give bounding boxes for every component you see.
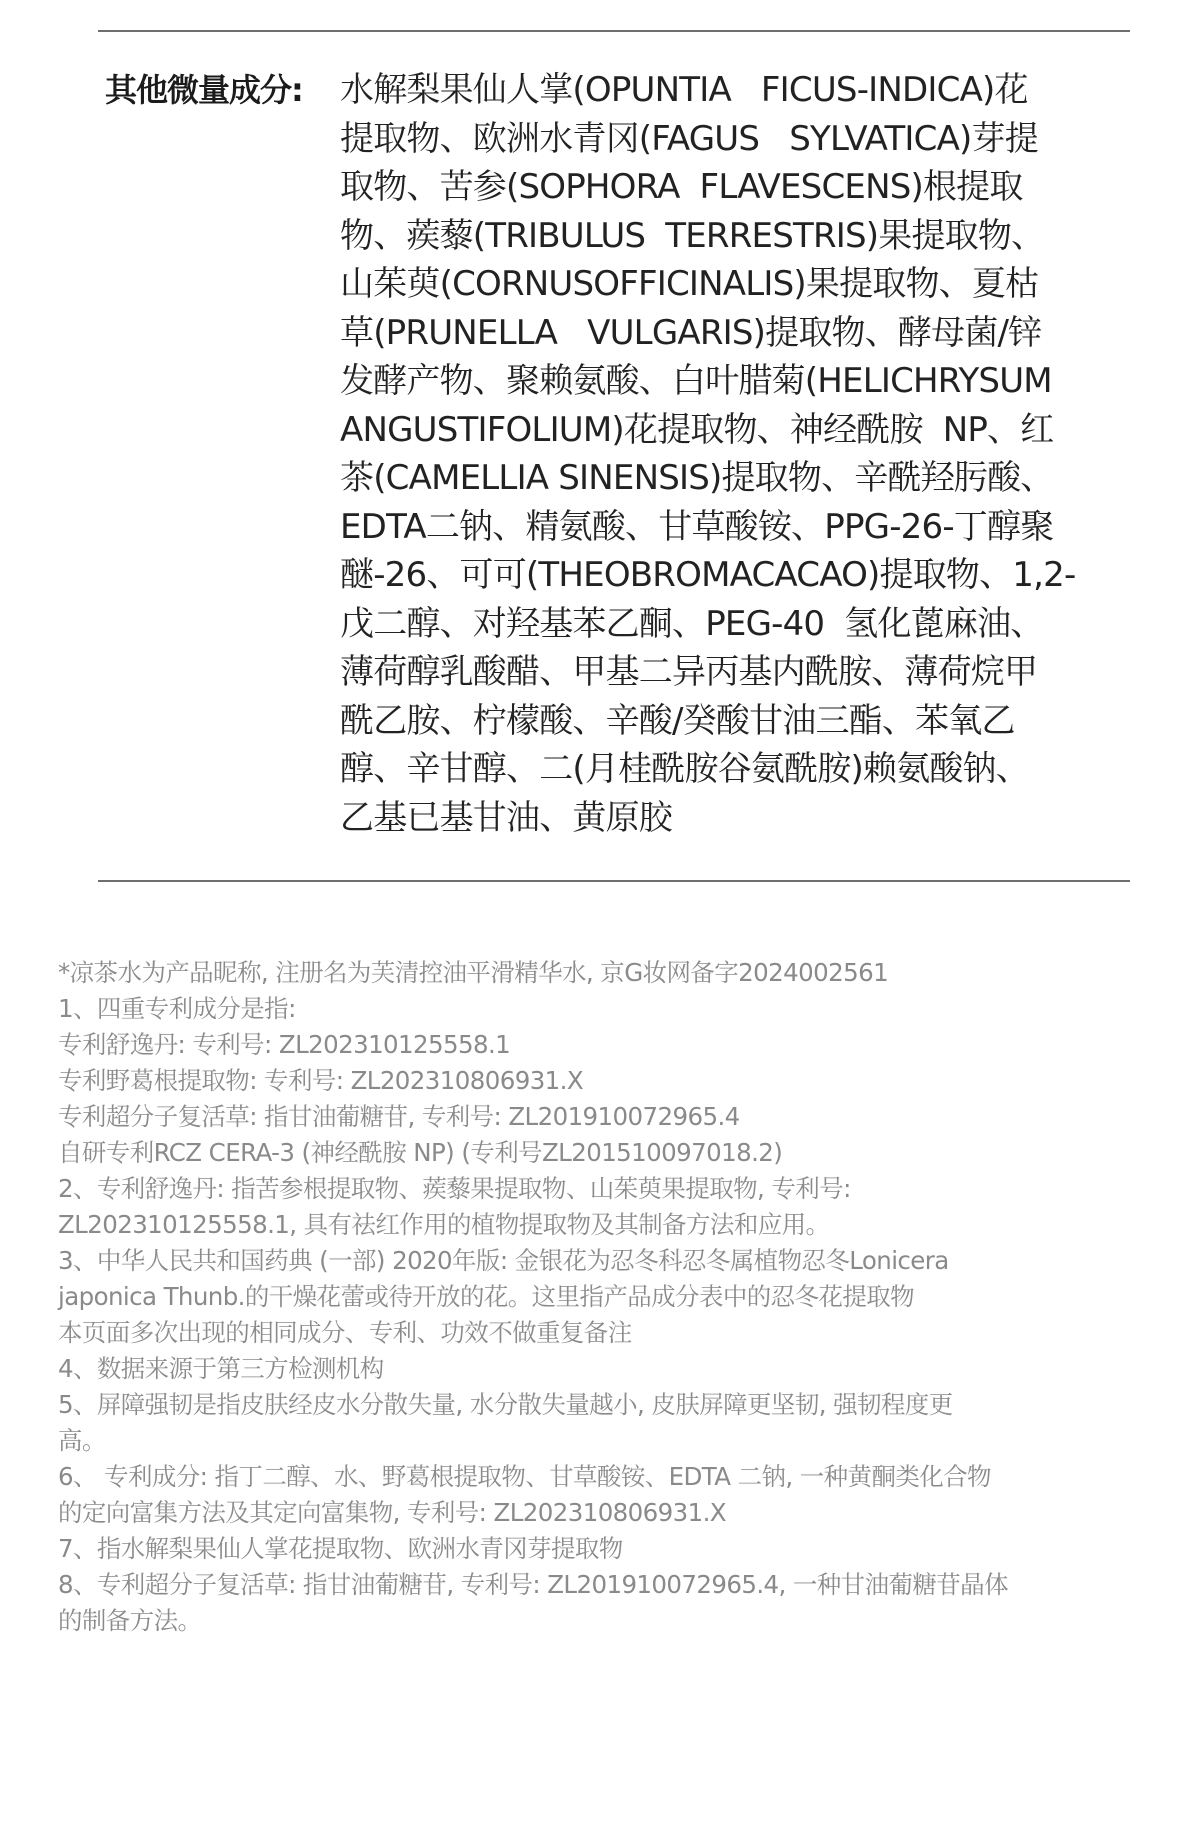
footnote-line: ZL202310125558.1, 具有祛红作用的植物提取物及其制备方法和应用。: [58, 1210, 830, 1239]
ingredient-line: 乙基已基甘油、黄原胶: [340, 797, 672, 838]
footnote-line: 专利超分子复活草: 指甘油葡糖苷, 专利号: ZL201910072965.4: [58, 1102, 740, 1131]
footnote-line: 专利舒逸丹: 专利号: ZL202310125558.1: [58, 1030, 511, 1059]
ingredient-line: 取物、苦参(SOPHORA FLAVESCENS)根提取: [340, 167, 1023, 207]
ingredient-line: 提取物、欧洲水青冈(FAGUS SYLVATICA)芽提: [340, 118, 1038, 159]
ingredient-line: 酰乙胺、柠檬酸、辛酸/癸酸甘油三酯、苯氧乙: [340, 700, 1015, 741]
ingredients-label: 其他微量成分:: [105, 71, 303, 109]
footnote-line: 4、数据来源于第三方检测机构: [58, 1354, 384, 1383]
footnote-line: *凉茶水为产品昵称, 注册名为芙清控油平滑精华水, 京G妆网备字2024002561: [58, 958, 889, 987]
footnote-line: 1、四重专利成分是指:: [58, 994, 296, 1023]
ingredient-line: 发酵产物、聚赖氨酸、白叶腊菊(HELICHRYSUM: [340, 361, 1052, 401]
ingredient-line: 醚-26、可可(THEOBROMACACAO)提取物、1,2-: [340, 555, 1076, 595]
ingredient-line: EDTA二钠、精氨酸、甘草酸铵、PPG-26-丁醇聚: [340, 506, 1054, 547]
ingredient-line: 山茱萸(CORNUSOFFICINALIS)果提取物、夏枯: [340, 264, 1039, 304]
footnote-line: 高。: [58, 1426, 106, 1455]
footnote-line: japonica Thunb.的干燥花蕾或待开放的花。这里指产品成分表中的忍冬花提取物: [58, 1282, 915, 1311]
footnote-line: 本页面多次出现的相同成分、专利、功效不做重复备注: [58, 1318, 632, 1347]
ingredient-line: 水解梨果仙人掌(OPUNTIA FICUS-INDICA)花: [340, 70, 1028, 110]
footnote-line: 的定向富集方法及其定向富集物, 专利号: ZL202310806931.X: [58, 1498, 726, 1527]
footnotes: [58, 955, 1158, 1639]
ingredient-line: 醇、辛甘醇、二(月桂酰胺谷氨酰胺)赖氨酸钠、: [340, 749, 1029, 789]
footnote-line: 3、中华人民共和国药典 (一部) 2020年版: 金银花为忍冬科忍冬属植物忍冬Lonicera: [58, 1246, 949, 1275]
ingredient-line: 茶(CAMELLIA SINENSIS)提取物、辛酰羟肟酸、: [340, 458, 1054, 498]
footnote-line: 8、专利超分子复活草: 指甘油葡糖苷, 专利号: ZL201910072965.4, 一种甘油葡糖苷晶体: [58, 1570, 1008, 1599]
footnote-line: 专利野葛根提取物: 专利号: ZL202310806931.X: [58, 1066, 584, 1095]
footnote-line: 6、 专利成分: 指丁二醇、水、野葛根提取物、甘草酸铵、EDTA 二钠, 一种黄酮类化合物: [58, 1462, 991, 1491]
footnote-line: 7、指水解梨果仙人掌花提取物、欧洲水青冈芽提取物: [58, 1534, 623, 1563]
footnote-line: 2、专利舒逸丹: 指苦参根提取物、蒺藜果提取物、山茱萸果提取物, 专利号:: [58, 1174, 851, 1203]
ingredient-line: ANGUSTIFOLIUM)花提取物、神经酰胺 NP、红: [340, 409, 1054, 450]
ingredient-line: 戊二醇、对羟基苯乙酮、PEG-40 氢化蓖麻油、: [340, 603, 1044, 644]
top-divider: [98, 30, 1130, 32]
ingredient-line: 物、蒺藜(TRIBULUS TERRESTRIS)果提取物、: [340, 215, 1045, 256]
footnote-line: 5、屏障强韧是指皮肤经皮水分散失量, 水分散失量越小, 皮肤屏障更坚韧, 强韧程度更: [58, 1390, 953, 1419]
bottom-divider: [98, 880, 1130, 882]
ingredient-line: 薄荷醇乳酸醋、甲基二异丙基内酰胺、薄荷烷甲: [340, 652, 1038, 692]
ingredient-line: 草(PRUNELLA VULGARIS)提取物、酵母菌/锌: [340, 312, 1042, 353]
footnote-line: 自研专利RCZ CERA-3 (神经酰胺 NP) (专利号ZL201510097018.2): [58, 1138, 783, 1167]
ingredients-list: [340, 66, 1140, 842]
ingredients-section: [0, 60, 1200, 850]
footnote-line: 的制备方法。: [58, 1606, 202, 1635]
